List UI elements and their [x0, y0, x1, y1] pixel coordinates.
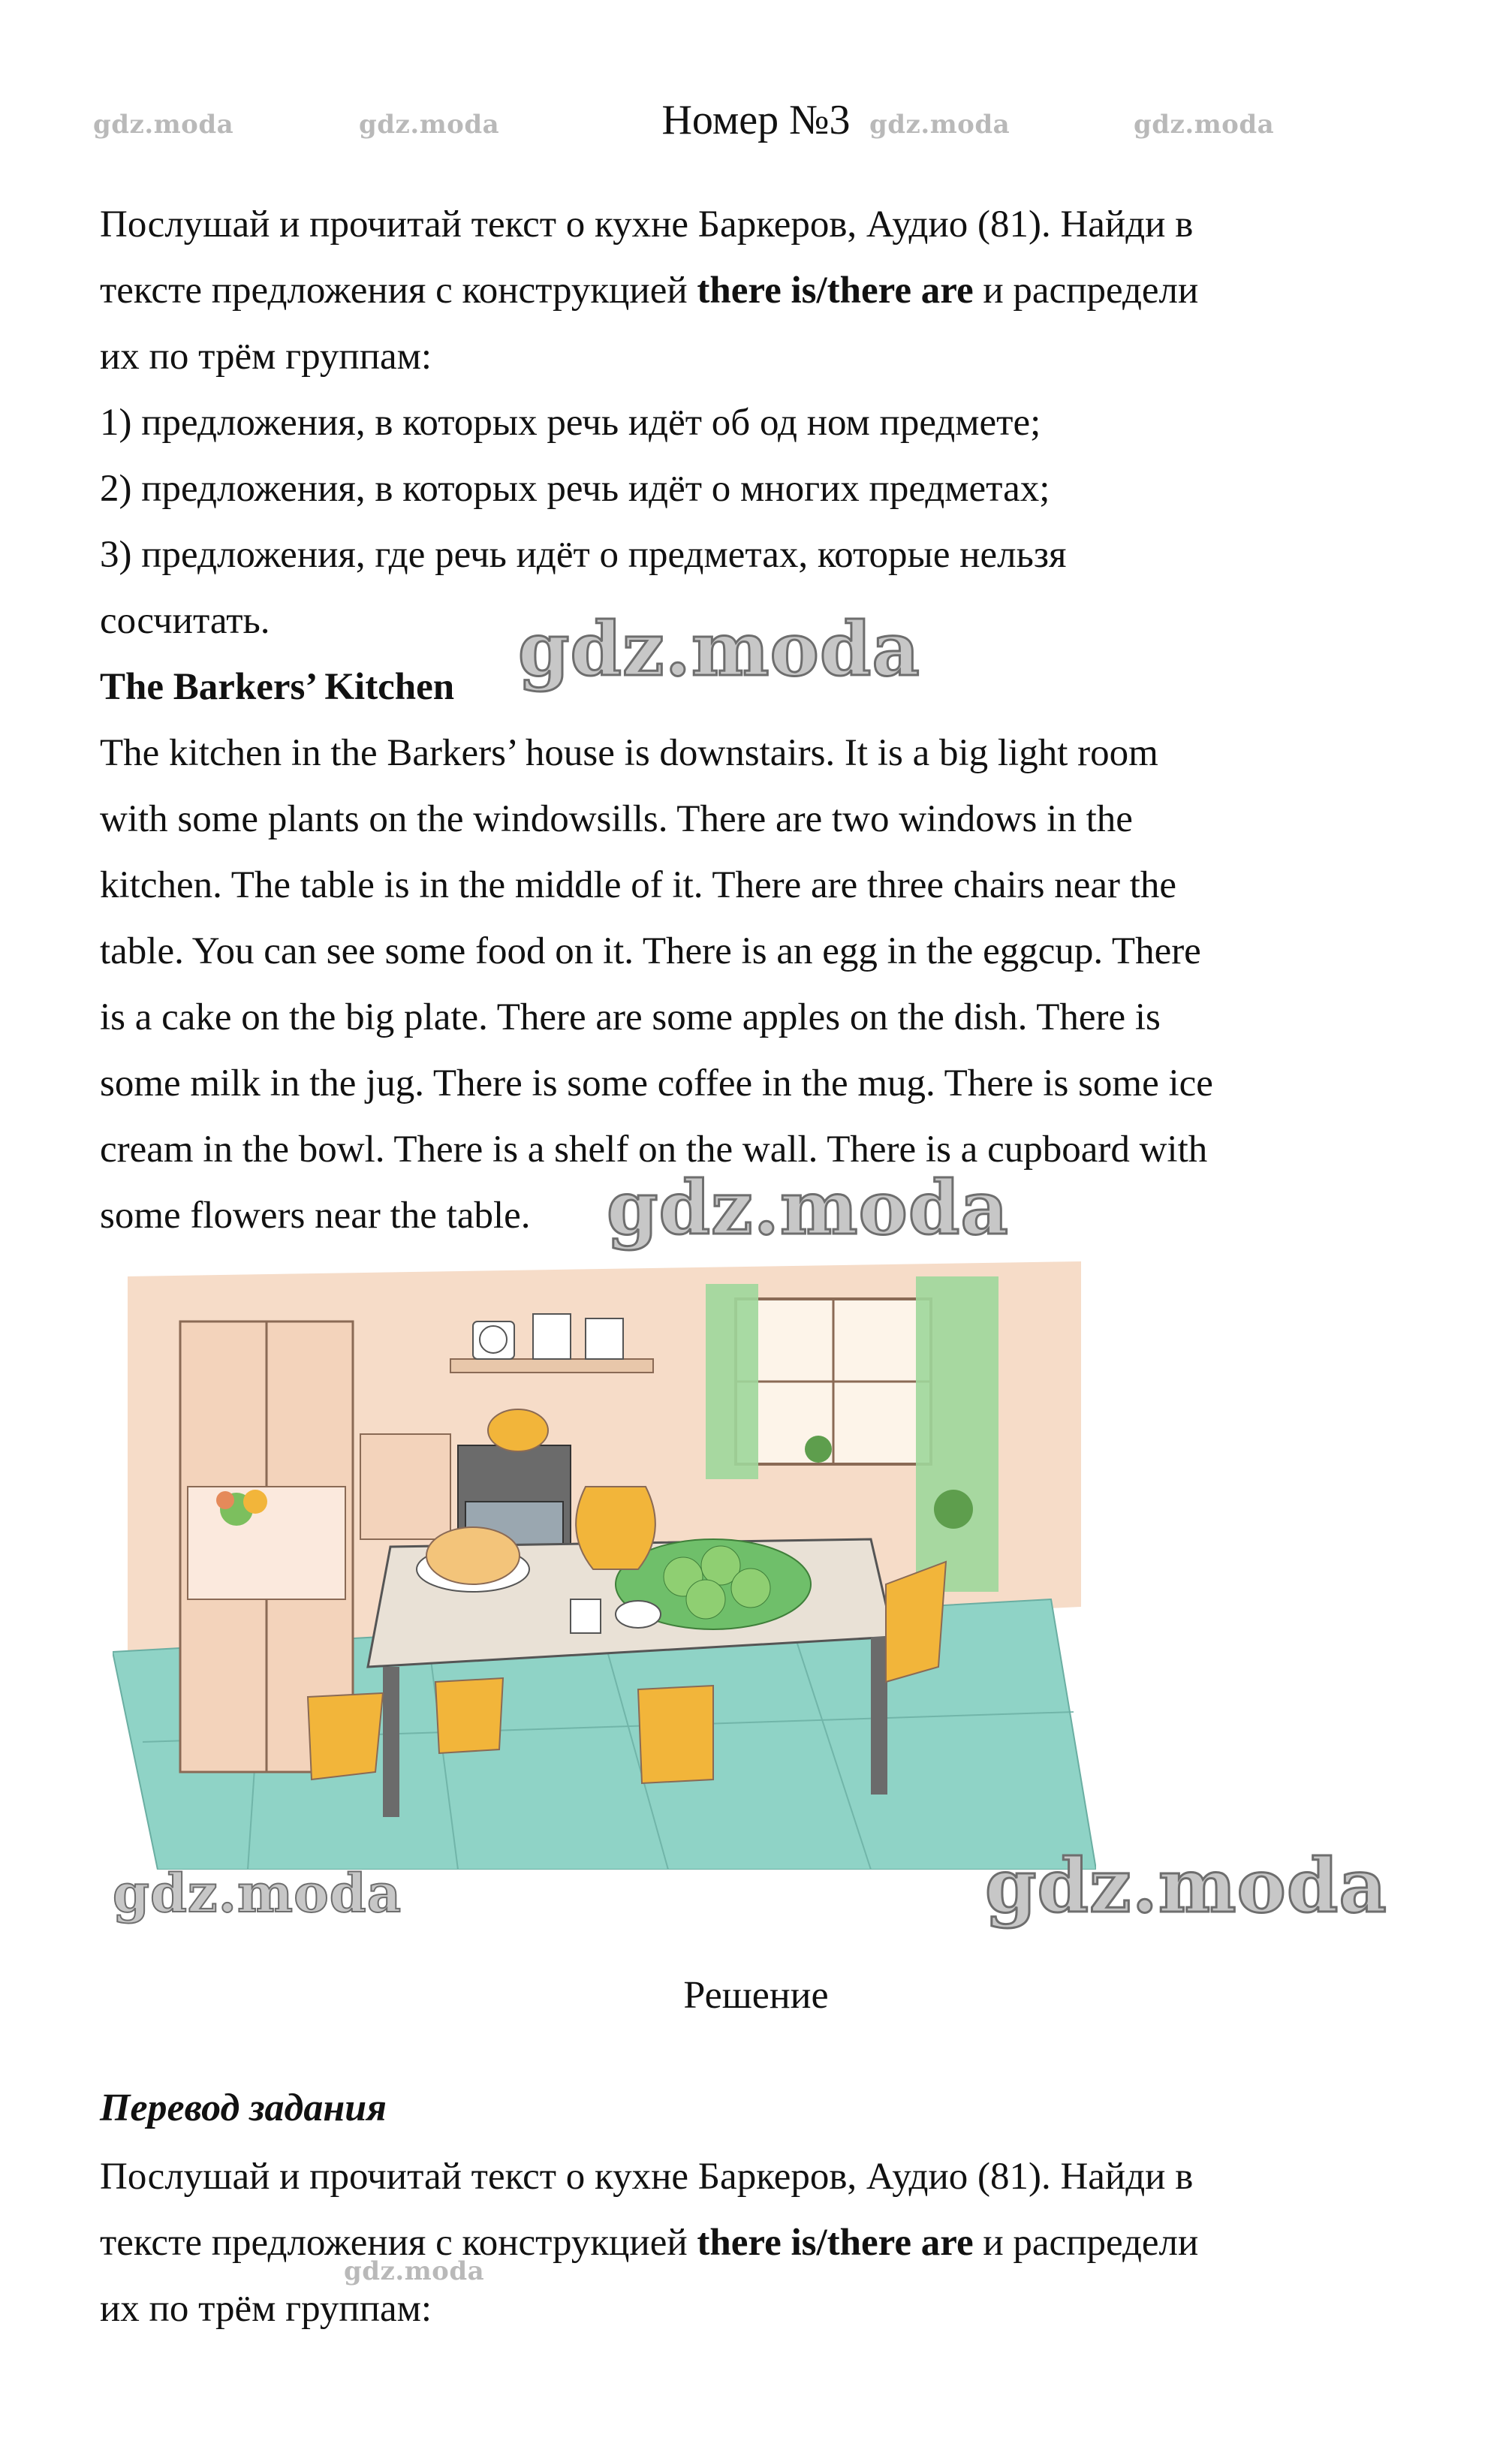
story [100, 654, 1421, 1249]
task-line: Послушай и прочитай текст о кухне Баркеров, Аудио (81). Найди в [100, 203, 1194, 246]
cake [426, 1527, 520, 1584]
watermark: gdz.moda [607, 1165, 1009, 1252]
task-line: их по трём группам: [100, 336, 432, 378]
story-line: table. You can see some food on it. There is an egg in the eggcup. There [100, 930, 1201, 972]
watermark: gdz.moda [1134, 110, 1275, 140]
mug [571, 1599, 601, 1633]
task-text [100, 191, 1421, 654]
curtain [706, 1284, 758, 1479]
story-line: The kitchen in the Barkers’ house is downstairs. It is a big light room [100, 732, 1158, 774]
translation-line: тексте предложения с конструкцией there is/there are и распредели [100, 2222, 1199, 2264]
task-line: 3) предложения, где речь идёт о предметах, которые нельзя [100, 534, 1067, 576]
watermark: gdz.moda [344, 2256, 485, 2286]
bowl [616, 1601, 661, 1628]
story-line: some flowers near the table. [100, 1195, 531, 1237]
task-line: 1) предложения, в которых речь идёт об од ном предмете; [100, 402, 1041, 444]
translation-heading: Перевод задания [100, 2087, 387, 2129]
watermark: gdz.moda [985, 1843, 1387, 1930]
page-title: Номер №3 [661, 97, 851, 143]
story-line: cream in the bowl. There is a shelf on the wall. There is a cupboard with [100, 1129, 1208, 1171]
watermark: gdz.moda [93, 110, 234, 140]
task-line: сосчитать. [100, 600, 270, 642]
task-line: 2) предложения, в которых речь идёт о многих предметах; [100, 468, 1050, 510]
solution-label: Решение [683, 1974, 829, 2017]
watermark: gdz.moda [113, 1862, 402, 1924]
shelf [450, 1314, 653, 1373]
watermark: gdz.moda [869, 110, 1011, 140]
story-line: some milk in the jug. There is some coffee in the mug. There is some ice [100, 1062, 1213, 1104]
story-line: is a cake on the big plate. There are some apples on the dish. There is [100, 996, 1161, 1038]
story-title: The Barkers’ Kitchen [100, 666, 455, 708]
curtain [916, 1276, 998, 1592]
translation-line: Послушай и прочитай текст о кухне Баркеров, Аудио (81). Найди в [100, 2156, 1194, 2198]
watermark: gdz.moda [359, 110, 500, 140]
task-line: тексте предложения с конструкцией there is/there are и распредели [100, 270, 1199, 312]
kitchen-illustration [113, 1261, 1096, 1870]
watermark: gdz.moda [518, 607, 920, 693]
story-line: kitchen. The table is in the middle of it. There are three chairs near the [100, 864, 1177, 906]
translation-text [100, 2144, 1421, 2342]
jug [576, 1487, 655, 1569]
translation-line: их по трём группам: [100, 2288, 432, 2330]
story-line: with some plants on the windowsills. There are two windows in the [100, 798, 1133, 840]
